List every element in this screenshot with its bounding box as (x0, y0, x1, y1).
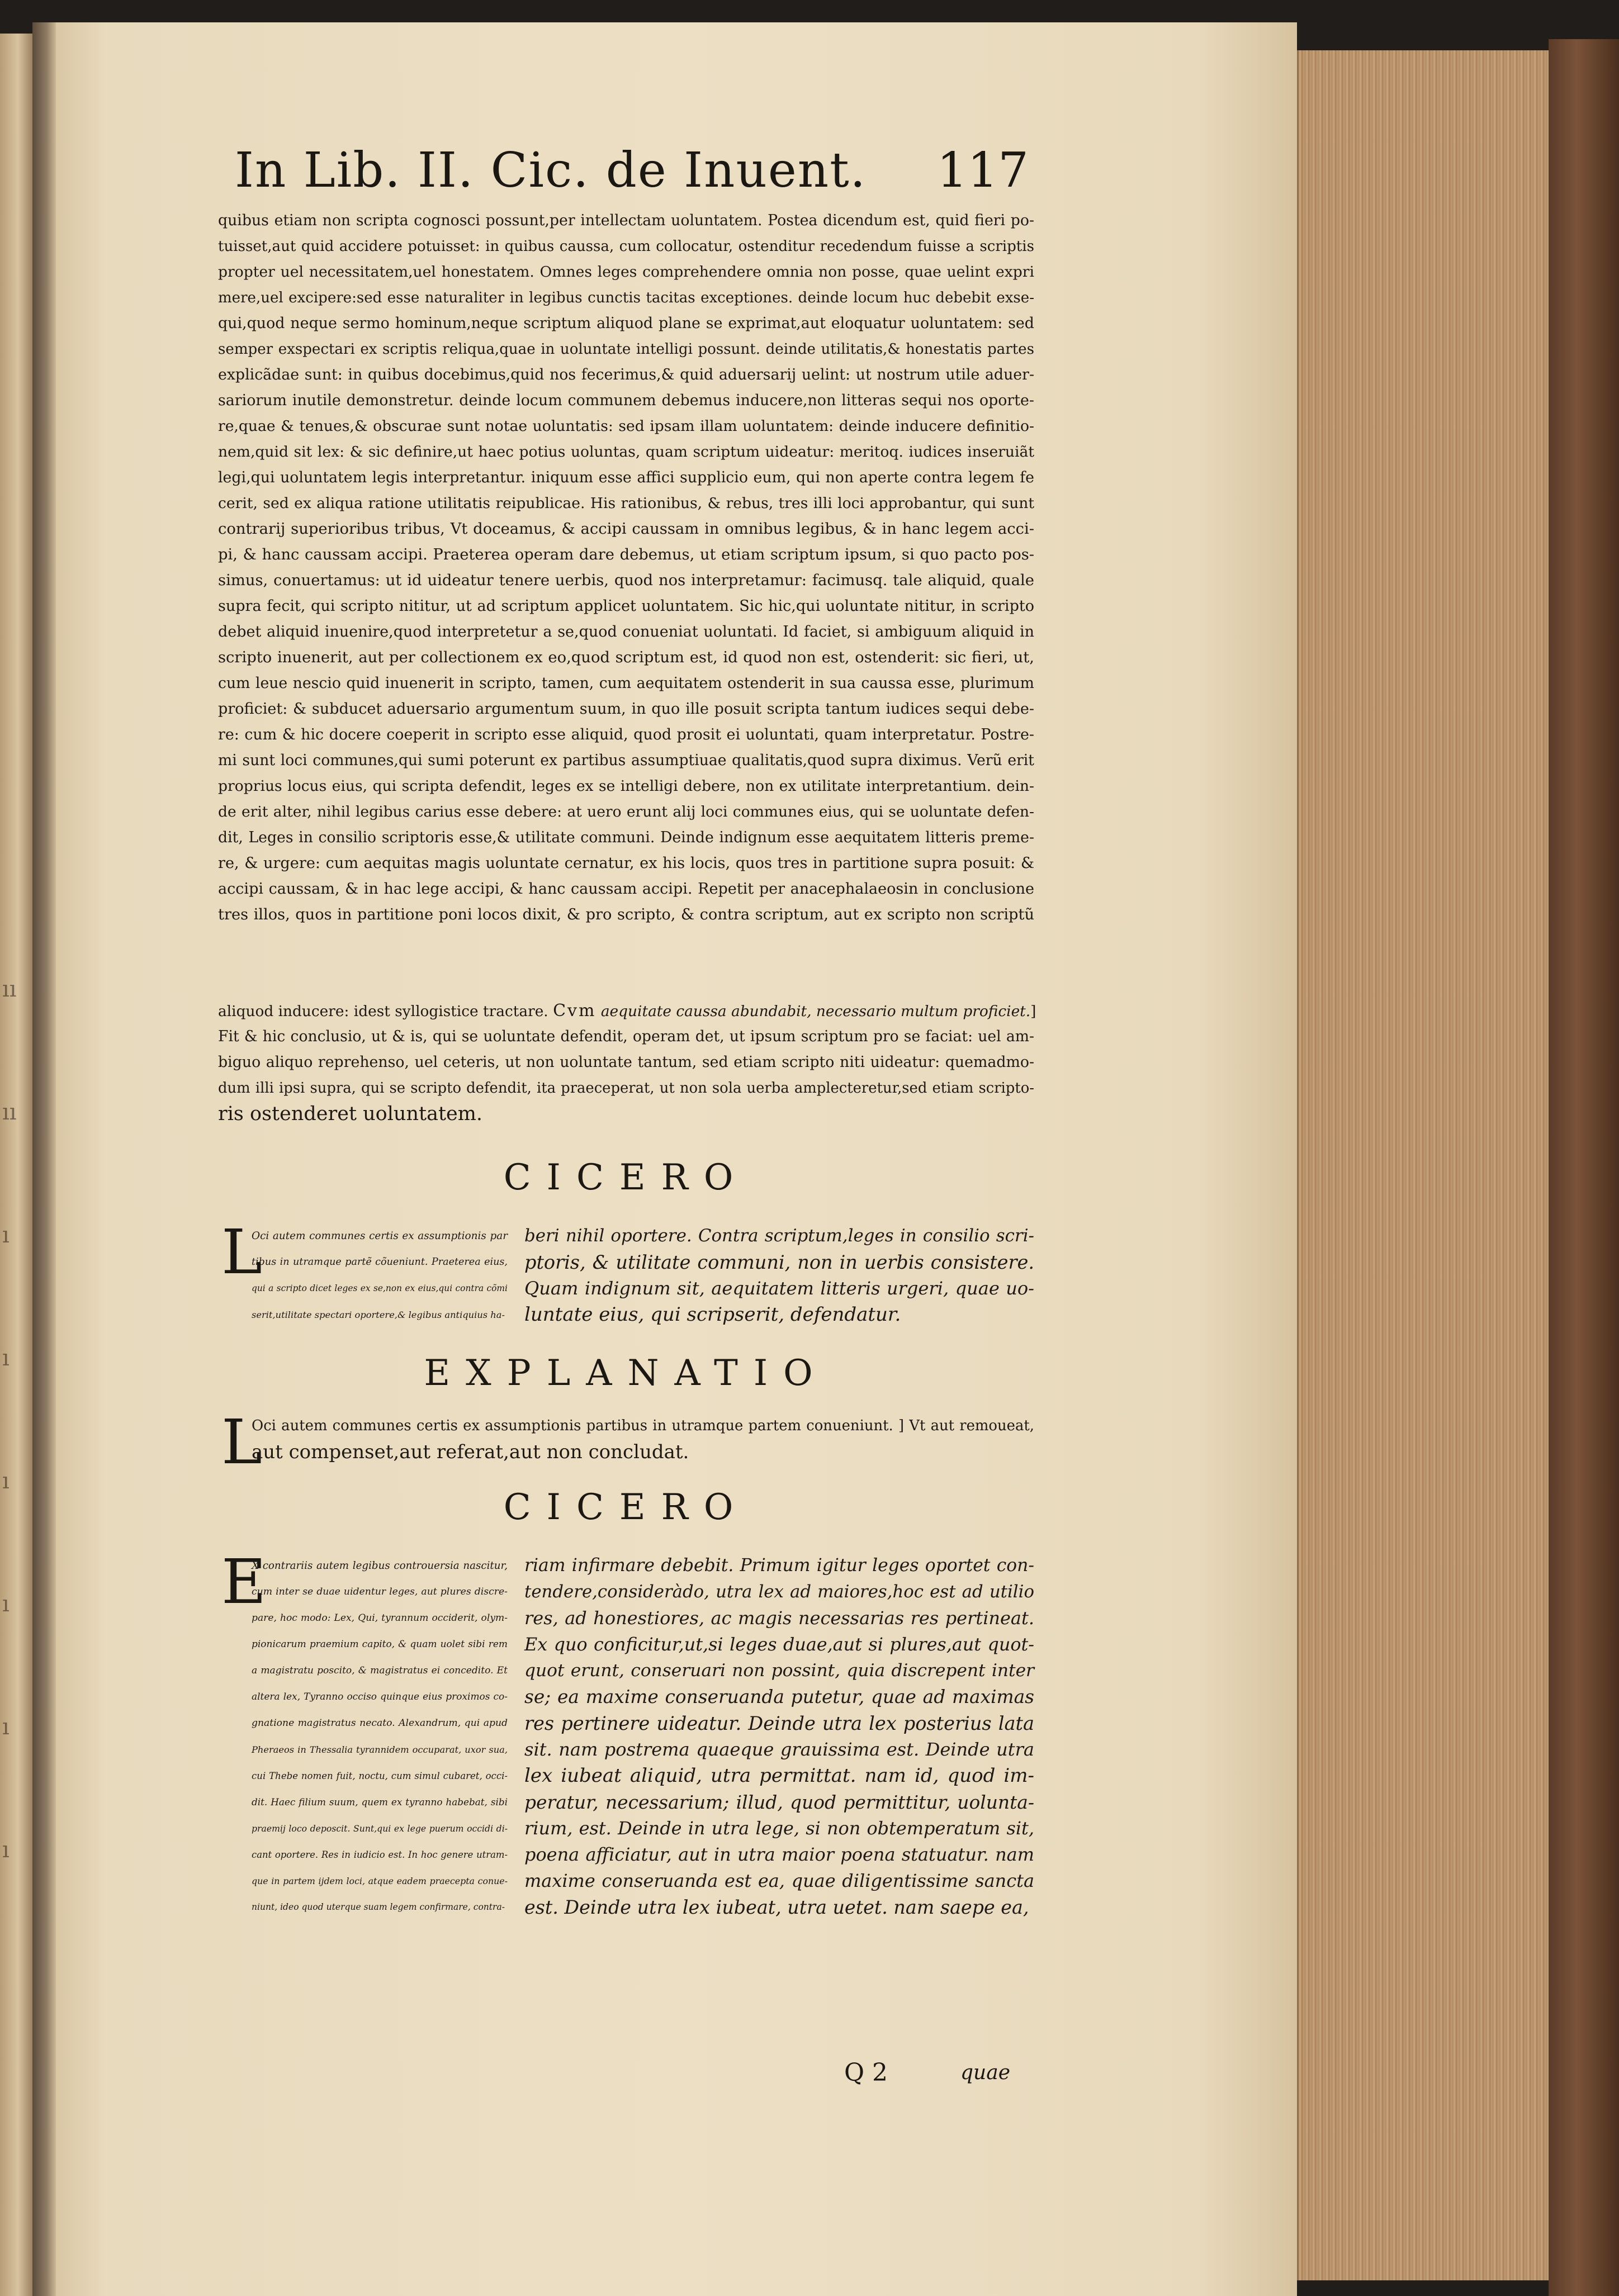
dropcap-cicero-2: E (221, 1546, 267, 1617)
cicero-1-right-line: luntate eius, qui scripserit, defendatur. (524, 1303, 901, 1326)
commentary-line: cum leue nescio quid inuenerit in scripto, tamen, cum aequitatem ostenderit in sua caussa esse, plurimum (218, 675, 1034, 692)
cicero-2-left-line: a magistratu poscito, & magistratus ei concedito. Et (252, 1665, 508, 1676)
cicero-2-right-line: res, ad honestiores, ac magis necessarias res pertineat. (524, 1607, 1034, 1629)
cicero-2-left-line: gnatione magistratus necato. Alexandrum, qui apud (252, 1718, 508, 1729)
cicero-2-right-line: est. Deinde utra lex iubeat, utra uetet. nam saepe ea, (524, 1896, 1029, 1918)
running-head (235, 137, 1029, 204)
signature-mark: Q 2 (844, 2058, 888, 2087)
book-cover-edge (1549, 39, 1619, 2296)
commentary-tail-line: biguo aliquo reprehenso, uel ceteris, ut non uoluntate tantum, sed etiam scripto niti uideatur: quemadmo- (218, 1054, 1034, 1071)
commentary-tail-line: dum illi ipsi supra, qui se scripto defendit, ita praeceperat, ut non sola uerba amplecteretur,sed etiam scripto- (218, 1080, 1034, 1097)
catchword: quae (960, 2061, 1010, 2084)
lemma-smallcaps: Cvm (553, 1001, 597, 1021)
commentary-tail-line: ris ostenderet uoluntatem. (218, 1103, 483, 1125)
commentary-line: simus, conuertamus: ut id uideatur tenere uerbis, quod nos interpretamur: facimusq. tale aliquid, quale (218, 572, 1034, 589)
commentary-line: quibus etiam non scripta cognosci possunt,per intellectam uoluntatem. Postea dicendum est, quid fieri po- (218, 212, 1034, 229)
heading-explanatio: EXPLANATIO (424, 1353, 829, 1394)
commentary-line: dit, Leges in consilio scriptoris esse,& utilitate communi. Deinde indignum esse aequitatem litteris preme- (218, 829, 1034, 846)
commentary-line: tres illos, quos in partitione poni locos dixit, & pro scripto, & contra scriptum, aut ex scripto non scriptũ (218, 906, 1034, 923)
cicero-2-right-line: quot erunt, conseruari non possint, quia discrepent inter (524, 1661, 1034, 1681)
cicero-2-right-line: res pertinere uideatur. Deinde utra lex posterius lata (524, 1712, 1034, 1734)
commentary-line: mere,uel excipere:sed esse naturaliter in legibus cunctis tacitas exceptiones. deinde locum huc debebit exse- (218, 290, 1034, 306)
cicero-2-left-line: pare, hoc modo: Lex, Qui, tyrannum occiderit, olym- (252, 1612, 508, 1624)
cicero-2-right-line: peratur, necessarium; illud, quod permittitur, uolunta- (524, 1791, 1034, 1813)
cicero-2-left-column (252, 1553, 508, 1920)
commentary-line: accipi caussam, & in hac lege accipi, & hanc caussam accipi. Repetit per anacephalaeosin in conclusione (218, 880, 1034, 898)
cicero-2-left-line: niunt, ideo quod uterque suam legem confirmare, contra- (252, 1902, 505, 1912)
dropcap-cicero-1: L (221, 1216, 263, 1288)
commentary-line: re,quae & tenues,& obscurae sunt notae uoluntatis: sed ipsam illam uoluntatem: deinde inducere definitio- (218, 418, 1034, 435)
lemma-line (218, 998, 1034, 1024)
cicero-1-right-line: ptoris, & utilitate communi, non in uerbis consistere. (524, 1251, 1034, 1273)
commentary-line: sariorum inutile demonstretur. deinde locum communem debemus inducere,non litteras sequi nos oporte- (218, 392, 1034, 409)
cicero-2-right-line: maxime conseruanda est ea, quae diligentissime sancta (524, 1870, 1034, 1891)
cicero-2-right-line: lex iubeat aliquid, utra permittat. nam id, quod im- (524, 1764, 1034, 1787)
commentary-line: de erit alter, nihil legibus carius esse debere: at uero erunt alij loci communes eius, qui se uoluntate defen- (218, 803, 1034, 820)
cicero-2-right-column (524, 1553, 1034, 1920)
commentary-line: tuisset,aut quid accidere potuisset: in quibus caussa, cum collocatur, ostenditur recedendum fuisse a scriptis (218, 238, 1034, 255)
commentary-line: scripto inuenerit, aut per collectionem ex eo,quod scriptum est, id quod non est, ostenderit: sic fieri, ut, (218, 649, 1034, 666)
lemma-italic: aequitate caussa abundabit, necessario multum proficiet. (600, 1003, 1031, 1020)
cicero-2-right-line: se; ea maxime conseruanda putetur, quae ad maximas (524, 1686, 1034, 1707)
commentary-line: supra fecit, qui scripto nititur, ut ad scriptum applicet uoluntatem. Sic hic,qui uoluntate nititur, in scripto (218, 597, 1034, 615)
cicero-2-left-line: X contrariis autem legibus controuersia nascitur, (252, 1560, 508, 1572)
commentary-line: cerit, sed ex aliqua ratione utilitatis reipublicae. His rationibus, & rebus, tres illi loci approbantur, qui sunt (218, 495, 1034, 512)
facing-page-margin-marks: ıı ıı ı ı ı ı ı ı (2, 976, 17, 1863)
commentary-line: mi sunt loci communes,qui sumi poterunt ex partibus assumptiuae qualitatis,quod supra diximus. Verũ erit (218, 752, 1034, 769)
explanatio-paragraph (252, 1413, 1034, 1465)
cicero-2-left-line: cui Thebe nomen fuit, noctu, cum simul cubaret, occi- (252, 1771, 508, 1781)
commentary-last-line: aliquod inducere: idest syllogistice tractare. (218, 1003, 548, 1020)
cicero-2-left-line: praemij loco deposcit. Sunt,qui ex lege puerum occidi di- (252, 1823, 508, 1834)
commentary-line: legi,qui uoluntatem legis interpretantur. iniquum esse affici supplicio eum, qui non aperte contra legem fe (218, 469, 1034, 486)
commentary-tail-line: Fit & hic conclusio, ut & is, qui se uoluntate defendit, operam det, ut ipsum scriptum pro se faciat: uel am- (218, 1028, 1034, 1045)
cicero-1-right-line: Quam indignum sit, aequitatem litteris urgeri, quae uo- (524, 1278, 1034, 1299)
dropcap-explanatio: L (221, 1406, 263, 1478)
heading-cicero-2: CICERO (503, 1487, 749, 1528)
cicero-2-right-line: rium, est. Deinde in utra lege, si non obtemperatum sit, (524, 1818, 1034, 1839)
facing-page-edge (0, 34, 32, 2296)
cicero-2-left-line: altera lex, Tyranno occiso quinque eius proximos co- (252, 1691, 508, 1702)
commentary-line: qui,quod neque sermo hominum,neque scriptum aliquod plane se exprimat,aut eloquatur uoluntatem: sed (218, 315, 1034, 332)
cicero-2-right-line: poena afficiatur, aut in utra maior poena statuatur. nam (524, 1844, 1034, 1865)
commentary-line: propter uel necessitatem,uel honestatem. Omnes leges comprehendere omnia non posse, quae uelint expri (218, 263, 1034, 281)
cicero-2-right-line: riam infirmare debebit. Primum igitur leges oportet con- (524, 1555, 1034, 1576)
commentary-line: re, & urgere: cum aequitas magis uoluntate cernatur, ex his locis, quos tres in partitione supra posuit: & (218, 855, 1034, 872)
commentary-line: semper exspectari ex scriptis reliqua,quae in uoluntate intelligi possunt. deinde utilitatis,& honestatis partes (218, 341, 1034, 358)
book-gutter (32, 22, 56, 2296)
heading-cicero-1: CICERO (503, 1157, 749, 1198)
cicero-1-left-line: Oci autem communes certis ex assumptionis par (252, 1230, 508, 1242)
cicero-2-left-line: dit. Haec filium suum, quem ex tyranno habebat, sibi (252, 1796, 508, 1808)
commentary-line: proprius locus eius, qui scripta defendit, leges ex se intelligi debere, non ex utilitate interpretantium. dein- (218, 777, 1034, 795)
lemma-bracket: ] (1030, 1003, 1036, 1020)
cicero-1-left-line: qui a scripto dicet leges ex se,non ex eius,qui contra cõmi (252, 1283, 508, 1293)
cicero-2-right-line: sit. nam postrema quaeque grauissima est. Deinde utra (524, 1739, 1034, 1760)
page-fore-edges (1297, 50, 1550, 2280)
commentary-line: contrarij superioribus tribus, Vt doceamus, & accipi caussam in omnibus legibus, & in hanc legem acci- (218, 520, 1034, 538)
cicero-2-left-line: cant oportere. Res in iudicio est. In hoc genere utram- (252, 1849, 508, 1860)
cicero-2-right-line: Ex quo conficitur,ut,si leges duae,aut si plures,aut quot- (524, 1634, 1034, 1655)
commentary-line: explicãdae sunt: in quibus docebimus,quid nos fecerimus,& quid aduersarij uelint: ut nostrum utile aduer- (218, 366, 1034, 383)
commentary-line: nem,quid sit lex: & sic definire,ut haec potius uoluntas, quam scriptum uideatur: meritoq. iudices inseruiãt (218, 443, 1034, 461)
cicero-2-right-line: tendere,consideràdo, utra lex ad maiores,hoc est ad utilio (524, 1582, 1034, 1602)
commentary-paragraph (218, 208, 1034, 928)
cicero-1-left-column (252, 1223, 508, 1328)
cicero-2-left-line: que in partem ijdem loci, atque eadem praecepta conue- (252, 1876, 508, 1886)
cicero-1-right-column (524, 1223, 1034, 1328)
cicero-1-right-line: beri nihil oportere. Contra scriptum,leges in consilio scri- (524, 1226, 1034, 1246)
explanatio-line: Oci autem communes certis ex assumptionis partibus in utramque partem conueniunt. ] Vt aut remoueat, (252, 1417, 1034, 1434)
commentary-line: pi, & hanc caussam accipi. Praeterea operam dare debemus, ut etiam scriptum ipsum, si quo pacto pos- (218, 546, 1034, 563)
folio-number: 117 (936, 143, 1029, 198)
commentary-line: proficiet: & subducet aduersario argumentum suum, in quo ille posuit scripta tantum iudices sequi debe- (218, 700, 1034, 718)
cicero-1-left-line: serit,utilitate spectari oportere,& legibus antiquius ha- (252, 1310, 505, 1320)
cicero-1-left-line: tibus in utramque partẽ cõueniunt. Praeterea eius, (252, 1256, 508, 1268)
cicero-2-left-line: cum inter se duae uidentur leges, aut plures discre- (252, 1586, 508, 1597)
explanatio-line: aut compenset,aut referat,aut non concludat. (252, 1441, 689, 1463)
commentary-line: re: cum & hic docere coeperit in scripto esse aliquid, quod prosit ei uoluntati, quam interpretatur. Postre- (218, 726, 1034, 743)
commentary-tail (218, 1024, 1034, 1127)
running-head-title: In Lib. II. Cic. de Inuent. (235, 143, 867, 198)
commentary-line: debet aliquid inuenire,quod interpretetur a se,quod conueniat uoluntati. Id faciet, si ambiguum aliquid in (218, 623, 1034, 641)
cicero-2-left-line: pionicarum praemium capito, & quam uolet sibi rem (252, 1639, 508, 1650)
cicero-2-left-line: Pheraeos in Thessalia tyrannidem occuparat, uxor sua, (252, 1744, 508, 1755)
